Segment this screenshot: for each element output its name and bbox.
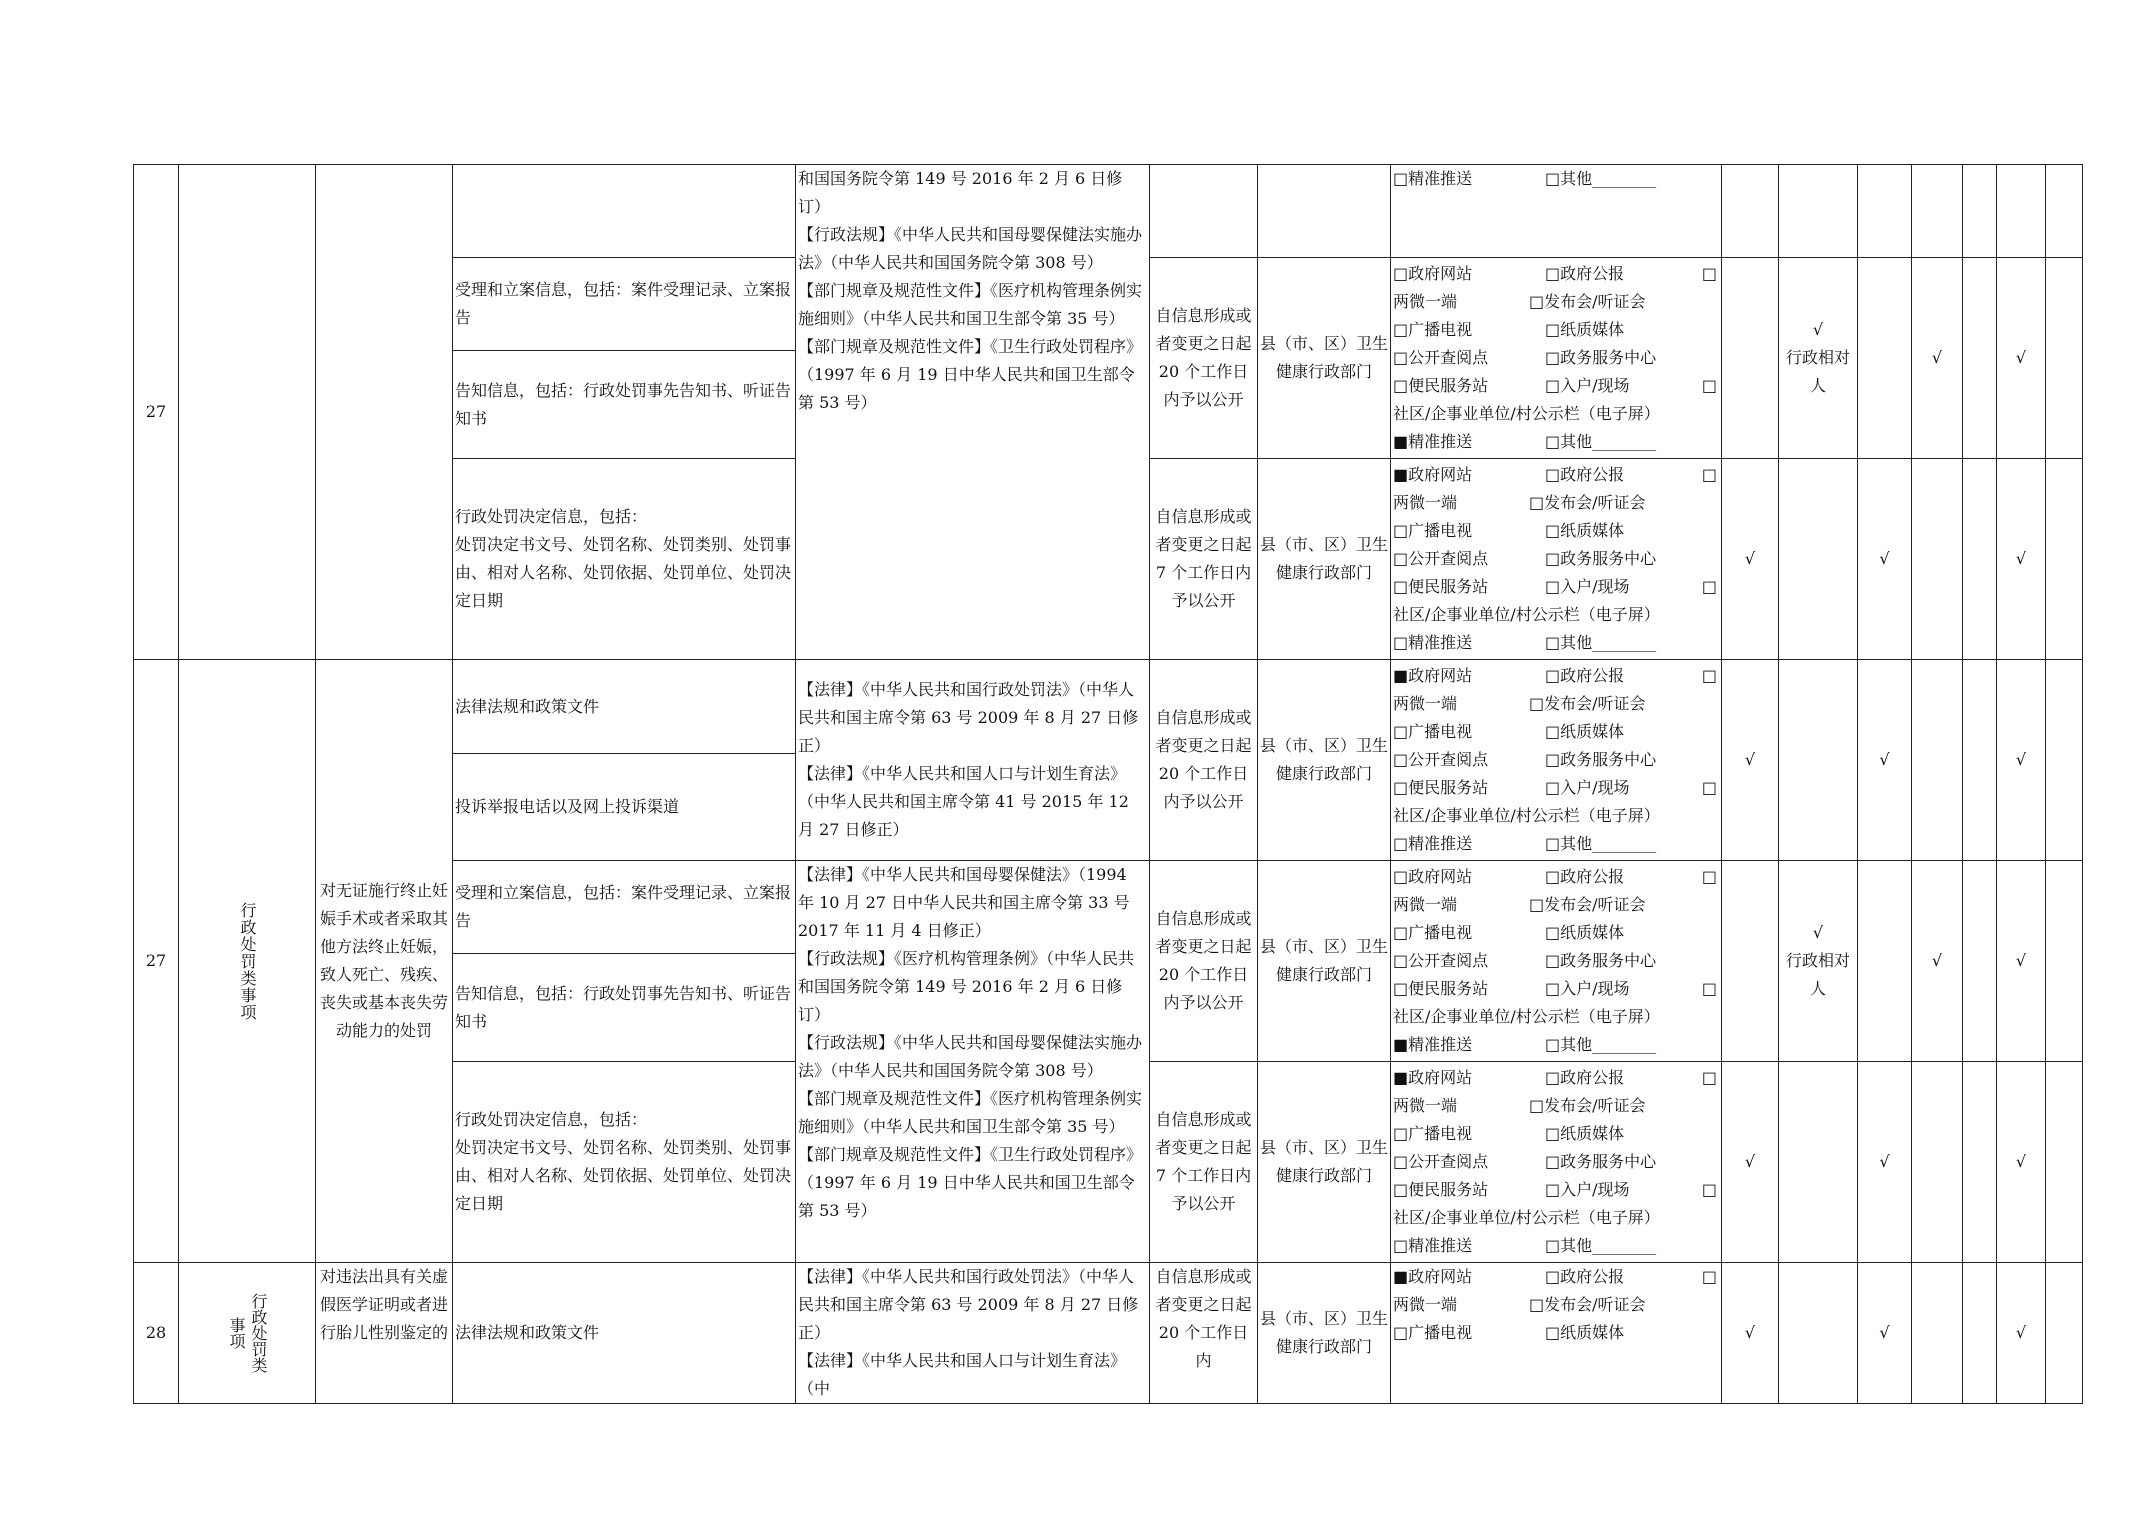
- content-cell: [453, 165, 796, 258]
- check-cell: [2046, 861, 2083, 1062]
- check-cell: √: [1722, 1263, 1779, 1404]
- channel-option: □: [1701, 465, 1717, 484]
- channel-option: □入户/现场: [1545, 1180, 1630, 1199]
- check-cell: √: [1722, 1062, 1779, 1263]
- channel-option: □政务服务中心: [1545, 750, 1657, 769]
- channel-option: □其他________: [1545, 432, 1657, 451]
- row-number-cell: 27: [134, 165, 179, 660]
- content-cell: 行政处罚决定信息，包括： 处罚决定书文号、处罚名称、处罚类别、处罚事由、相对人名称、处罚依据、处罚单位、处罚决定日期: [453, 459, 796, 660]
- time-cell: [1150, 165, 1258, 258]
- channel-option: □广播电视: [1393, 1124, 1473, 1143]
- channel-option: □政府公报: [1545, 867, 1625, 886]
- channel-option: □精准推送: [1393, 1236, 1473, 1255]
- category-cell: [179, 165, 316, 660]
- item-cell: 对无证施行终止妊娠手术或者采取其他方法终止妊娠，致人死亡、残疾、丧失或基本丧失劳动能力的处罚: [316, 660, 453, 1263]
- check-cell: √: [1997, 861, 2046, 1062]
- channel-option: 两微一端: [1393, 694, 1458, 713]
- content-cell: 法律法规和政策文件: [453, 660, 796, 754]
- category-cell: [179, 660, 316, 1263]
- channel-option: □入户/现场: [1545, 778, 1630, 797]
- channel-option: □: [1701, 778, 1717, 797]
- basis-cell: 【法律】《中华人民共和国行政处罚法》（中华人民共和国主席令第 63 号 2009 年 8 月 27 日修正） 【法律】《中华人民共和国人口与计划生育法》（中: [796, 1263, 1150, 1404]
- check-cell: [1912, 1263, 1963, 1404]
- time-cell: 自信息形成或者变更之日起 20 个工作日内: [1150, 1263, 1258, 1404]
- check-cell: √: [1997, 660, 2046, 861]
- channel-option: 两微一端: [1393, 895, 1458, 914]
- check-cell: [1858, 165, 1912, 258]
- channel-option: □: [1701, 1180, 1717, 1199]
- channel-option: □政府网站: [1393, 867, 1473, 886]
- table-row: [134, 1263, 2083, 1404]
- channel-option: □纸质媒体: [1545, 1323, 1625, 1342]
- channels-cell: [1391, 660, 1722, 861]
- check-cell: [2046, 258, 2083, 459]
- subject-cell: 县（市、区）卫生健康行政部门: [1258, 258, 1391, 459]
- object-cell: √ 行政相对人: [1779, 861, 1858, 1062]
- channel-option: □便民服务站: [1393, 778, 1489, 797]
- channel-option: □: [1701, 666, 1717, 685]
- channel-option: □公开查阅点: [1393, 750, 1489, 769]
- channel-option: □公开查阅点: [1393, 1152, 1489, 1171]
- channel-option: 社区/企事业单位/村公示栏（电子屏）: [1393, 806, 1660, 825]
- channel-option: □发布会/听证会: [1529, 292, 1646, 311]
- check-cell: √: [1912, 258, 1963, 459]
- check-cell: [1963, 459, 1997, 660]
- channels-cell: [1391, 1263, 1722, 1404]
- check-cell: [1963, 1062, 1997, 1263]
- channel-option: □其他________: [1545, 633, 1657, 652]
- category-cell: [179, 1263, 316, 1404]
- item-cell: 对违法出具有关虚假医学证明或者进行胎儿性别鉴定的: [316, 1263, 453, 1404]
- channel-option: 两微一端: [1393, 292, 1458, 311]
- channel-option: □政务服务中心: [1545, 348, 1657, 367]
- check-cell: [1912, 1062, 1963, 1263]
- subject-cell: [1258, 165, 1391, 258]
- channel-option: □精准推送: [1393, 834, 1473, 853]
- check-cell: [1997, 165, 2046, 258]
- channel-option: □广播电视: [1393, 320, 1473, 339]
- check-cell: [1858, 258, 1912, 459]
- check-cell: √: [1997, 258, 2046, 459]
- content-cell: 受理和立案信息，包括：案件受理记录、立案报告: [453, 258, 796, 351]
- channel-option: □: [1701, 264, 1717, 283]
- check-cell: [2046, 459, 2083, 660]
- subject-cell: 县（市、区）卫生健康行政部门: [1258, 861, 1391, 1062]
- channel-option: □公开查阅点: [1393, 549, 1489, 568]
- channels-cell: [1391, 1062, 1722, 1263]
- subject-cell: 县（市、区）卫生健康行政部门: [1258, 660, 1391, 861]
- check-cell: [1963, 1263, 1997, 1404]
- content-cell: 法律法规和政策文件: [453, 1263, 796, 1404]
- channel-option: □精准推送: [1393, 633, 1473, 652]
- check-cell: √: [1912, 861, 1963, 1062]
- check-cell: [1963, 660, 1997, 861]
- channel-option: 社区/企事业单位/村公示栏（电子屏）: [1393, 1208, 1660, 1227]
- check-cell: √: [1997, 1263, 2046, 1404]
- content-cell: 告知信息，包括：行政处罚事先告知书、听证告知书: [453, 351, 796, 459]
- channel-option: □政务服务中心: [1545, 951, 1657, 970]
- channel-option: □发布会/听证会: [1529, 493, 1646, 512]
- channel-option: □: [1701, 376, 1717, 395]
- channel-option: □纸质媒体: [1545, 320, 1625, 339]
- channel-option: 社区/企事业单位/村公示栏（电子屏）: [1393, 404, 1660, 423]
- check-cell: √: [1858, 660, 1912, 861]
- time-cell: 自信息形成或者变更之日起 20 个工作日内予以公开: [1150, 258, 1258, 459]
- channel-option: □便民服务站: [1393, 979, 1489, 998]
- channel-option: □政府公报: [1545, 1068, 1625, 1087]
- check-cell: [1912, 660, 1963, 861]
- check-cell: [2046, 1062, 2083, 1263]
- channel-option: □纸质媒体: [1545, 521, 1625, 540]
- channel-option: □公开查阅点: [1393, 951, 1489, 970]
- channel-option: □入户/现场: [1545, 376, 1630, 395]
- check-cell: [2046, 165, 2083, 258]
- channel-option: □便民服务站: [1393, 577, 1489, 596]
- check-cell: √: [1858, 1263, 1912, 1404]
- channel-option: □政务服务中心: [1545, 549, 1657, 568]
- channels-cell: [1391, 861, 1722, 1062]
- object-cell: √ 行政相对人: [1779, 258, 1858, 459]
- content-cell: 受理和立案信息，包括：案件受理记录、立案报告: [453, 861, 796, 954]
- channel-option: □精准推送: [1393, 169, 1473, 188]
- channel-option: □广播电视: [1393, 923, 1473, 942]
- time-cell: 自信息形成或者变更之日起 20 个工作日内予以公开: [1150, 660, 1258, 861]
- channel-option: 两微一端: [1393, 1295, 1458, 1314]
- basis-cell: 和国国务院令第 149 号 2016 年 2 月 6 日修订） 【行政法规】《中华人民共和国母婴保健法实施办法》（中华人民共和国国务院令第 308 号） 【部门规章及规范性文件】《医疗机构管理条例实施细则》（中华人民共和国卫生部令第 35 号） 【部门规章及规范性文件】《卫生行政处罚程序》（1997 年 6 月 19 日中华人民共和国卫生部令第 53 号）: [796, 165, 1150, 660]
- channel-option: □: [1701, 1068, 1717, 1087]
- subject-cell: 县（市、区）卫生健康行政部门: [1258, 1062, 1391, 1263]
- check-cell: √: [1858, 459, 1912, 660]
- channel-option: 社区/企事业单位/村公示栏（电子屏）: [1393, 605, 1660, 624]
- channel-option: □广播电视: [1393, 722, 1473, 741]
- check-cell: [1779, 165, 1858, 258]
- channel-option: □广播电视: [1393, 521, 1473, 540]
- channel-option: □政务服务中心: [1545, 1152, 1657, 1171]
- channel-option: ■政府网站: [1393, 1068, 1473, 1087]
- channel-option: ■精准推送: [1393, 432, 1473, 451]
- channel-option: □便民服务站: [1393, 1180, 1489, 1199]
- channel-option: □发布会/听证会: [1529, 694, 1646, 713]
- channel-option: □其他________: [1545, 1236, 1657, 1255]
- channel-option: □政府网站: [1393, 264, 1473, 283]
- channels-cell: [1391, 165, 1722, 258]
- channel-option: □政府公报: [1545, 1267, 1625, 1286]
- time-cell: 自信息形成或者变更之日起 7 个工作日内予以公开: [1150, 459, 1258, 660]
- check-cell: [1722, 861, 1779, 1062]
- check-cell: [1779, 459, 1858, 660]
- channel-option: □入户/现场: [1545, 979, 1630, 998]
- check-cell: [1722, 165, 1779, 258]
- channel-option: □入户/现场: [1545, 577, 1630, 596]
- check-cell: [1912, 165, 1963, 258]
- time-cell: 自信息形成或者变更之日起 7 个工作日内予以公开: [1150, 1062, 1258, 1263]
- table-row: [134, 660, 2083, 754]
- category-label: 行政处罚类事项: [227, 1293, 268, 1373]
- channel-option: □纸质媒体: [1545, 722, 1625, 741]
- channel-option: □其他________: [1545, 169, 1657, 188]
- check-cell: √: [1997, 459, 2046, 660]
- channel-option: ■精准推送: [1393, 1035, 1473, 1054]
- content-cell: 投诉举报电话以及网上投诉渠道: [453, 754, 796, 861]
- channel-option: □便民服务站: [1393, 376, 1489, 395]
- check-cell: [1963, 165, 1997, 258]
- channel-option: 社区/企事业单位/村公示栏（电子屏）: [1393, 1007, 1660, 1026]
- check-cell: [1963, 861, 1997, 1062]
- channel-option: □发布会/听证会: [1529, 895, 1646, 914]
- channel-option: 两微一端: [1393, 1096, 1458, 1115]
- check-cell: √: [1722, 660, 1779, 861]
- check-cell: [1858, 861, 1912, 1062]
- check-cell: [1912, 459, 1963, 660]
- row-number-cell: 27: [134, 660, 179, 1263]
- channel-option: □政府公报: [1545, 264, 1625, 283]
- channel-option: □公开查阅点: [1393, 348, 1489, 367]
- table-row: [134, 165, 2083, 258]
- category-label: 行政处罚类事项: [238, 901, 257, 1021]
- subject-cell: 县（市、区）卫生健康行政部门: [1258, 1263, 1391, 1404]
- channels-cell: [1391, 258, 1722, 459]
- time-cell: 自信息形成或者变更之日起 20 个工作日内予以公开: [1150, 861, 1258, 1062]
- channel-option: □其他________: [1545, 1035, 1657, 1054]
- channel-option: □广播电视: [1393, 1323, 1473, 1342]
- check-cell: √: [1858, 1062, 1912, 1263]
- content-cell: 行政处罚决定信息，包括： 处罚决定书文号、处罚名称、处罚类别、处罚事由、相对人名称、处罚依据、处罚单位、处罚决定日期: [453, 1062, 796, 1263]
- channel-option: □政府公报: [1545, 666, 1625, 685]
- row-number-cell: 28: [134, 1263, 179, 1404]
- channel-option: □纸质媒体: [1545, 923, 1625, 942]
- check-cell: √: [1997, 1062, 2046, 1263]
- channels-cell: [1391, 459, 1722, 660]
- channel-option: □: [1701, 577, 1717, 596]
- check-cell: [2046, 660, 2083, 861]
- basis-cell: 【法律】《中华人民共和国母婴保健法》（1994 年 10 月 27 日中华人民共和国主席令第 33 号 2017 年 11 月 4 日修正） 【行政法规】《医疗机构管理条例》（中华人民共和国国务院令第 149 号 2016 年 2 月 6 日修订） 【行政法规】《中华人民共和国母婴保健法实施办法》（中华人民共和国国务院令第 308 号） 【部门规章及规范性文件】《医疗机构管理条例实施细则》（中华人民共和国卫生部令第 35 号） 【部门规章及规范性文件】《卫生行政处罚程序》（1997 年 6 月 19 日中华人民共和国卫生部令第 53 号）: [796, 861, 1150, 1263]
- channel-option: □其他________: [1545, 834, 1657, 853]
- subject-cell: 县（市、区）卫生健康行政部门: [1258, 459, 1391, 660]
- channel-option: □: [1701, 979, 1717, 998]
- disclosure-table: [133, 164, 2083, 1404]
- channel-option: □: [1701, 1267, 1717, 1286]
- channel-option: □政府公报: [1545, 465, 1625, 484]
- check-cell: [1779, 1263, 1858, 1404]
- check-cell: [1722, 258, 1779, 459]
- channel-option: □纸质媒体: [1545, 1124, 1625, 1143]
- channel-option: ■政府网站: [1393, 1267, 1473, 1286]
- check-cell: [1779, 660, 1858, 861]
- check-cell: [1779, 1062, 1858, 1263]
- check-cell: [2046, 1263, 2083, 1404]
- channel-option: ■政府网站: [1393, 465, 1473, 484]
- channel-option: ■政府网站: [1393, 666, 1473, 685]
- item-cell: [316, 165, 453, 660]
- basis-cell: 【法律】《中华人民共和国行政处罚法》（中华人民共和国主席令第 63 号 2009 年 8 月 27 日修正） 【法律】《中华人民共和国人口与计划生育法》（中华人民共和国主席令第 41 号 2015 年 12 月 27 日修正）: [796, 660, 1150, 861]
- check-cell: √: [1722, 459, 1779, 660]
- channel-option: □发布会/听证会: [1529, 1295, 1646, 1314]
- channel-option: □: [1701, 867, 1717, 886]
- channel-option: □发布会/听证会: [1529, 1096, 1646, 1115]
- content-cell: 告知信息，包括：行政处罚事先告知书、听证告知书: [453, 954, 796, 1062]
- channel-option: 两微一端: [1393, 493, 1458, 512]
- check-cell: [1963, 258, 1997, 459]
